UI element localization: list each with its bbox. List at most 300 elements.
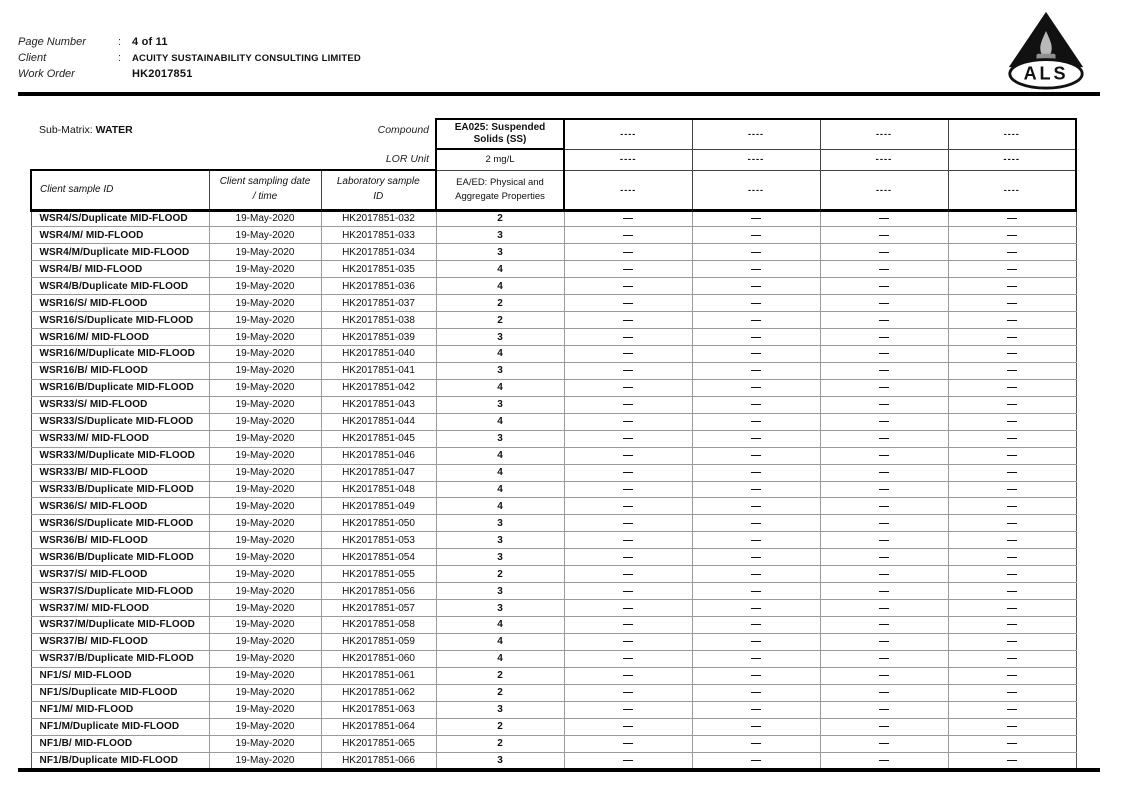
lab-sample-id-cell: HK2017851-056: [321, 583, 436, 600]
table-row: [31, 227, 1076, 244]
table-row: [31, 430, 1076, 447]
ss-value-cell: 2: [436, 684, 564, 701]
ss-value-cell: 3: [436, 362, 564, 379]
empty-result-cell: —: [948, 617, 1076, 634]
empty-result-cell: —: [564, 210, 692, 227]
lab-sample-id-cell: HK2017851-064: [321, 718, 436, 735]
sampling-date-cell: 19-May-2020: [209, 532, 321, 549]
sampling-date-cell: 19-May-2020: [209, 278, 321, 295]
empty-result-cell: —: [948, 346, 1076, 363]
empty-result-cell: —: [820, 515, 948, 532]
table-row: [31, 261, 1076, 278]
empty-result-cell: —: [564, 227, 692, 244]
lab-sample-header-line2: ID: [373, 190, 384, 202]
empty-result-cell: —: [948, 413, 1076, 430]
empty-result-cell: —: [820, 684, 948, 701]
empty-result-cell: —: [692, 261, 820, 278]
empty-result-cell: —: [820, 650, 948, 667]
table-row: [31, 362, 1076, 379]
table-row: [31, 566, 1076, 583]
sampling-date-cell: 19-May-2020: [209, 735, 321, 752]
empty-result-cell: —: [820, 701, 948, 718]
client-label: Client: [18, 52, 47, 64]
ss-value-cell: 3: [436, 532, 564, 549]
ss-value-cell: 4: [436, 447, 564, 464]
client-sample-id-cell: WSR37/S/ MID-FLOOD: [31, 566, 209, 583]
compound-title-cell: [436, 119, 564, 149]
work-order-label: Work Order: [18, 68, 75, 80]
compound-method-cell: [436, 170, 564, 210]
table-row: [31, 447, 1076, 464]
client-sample-id-cell: NF1/B/ MID-FLOOD: [31, 735, 209, 752]
sub-matrix-value: WATER: [95, 124, 133, 136]
empty-result-cell: —: [564, 600, 692, 617]
sampling-date-cell: 19-May-2020: [209, 617, 321, 634]
empty-result-cell: —: [564, 362, 692, 379]
empty-result-cell: —: [692, 227, 820, 244]
empty-result-cell: —: [820, 312, 948, 329]
empty-result-cell: —: [692, 379, 820, 396]
empty-result-cell: —: [564, 329, 692, 346]
table-row: [31, 583, 1076, 600]
header-dash-cell: ----: [948, 119, 1076, 149]
client-sample-id-cell: WSR4/S/Duplicate MID-FLOOD: [31, 210, 209, 227]
empty-result-cell: —: [820, 329, 948, 346]
table-row: [31, 684, 1076, 701]
empty-result-cell: —: [564, 633, 692, 650]
ss-value-cell: 2: [436, 667, 564, 684]
sub-matrix-label: Sub-Matrix:: [39, 124, 93, 136]
ss-value-cell: 4: [436, 617, 564, 634]
ss-value-cell: 2: [436, 718, 564, 735]
table-row: [31, 329, 1076, 346]
lab-sample-id-cell: HK2017851-032: [321, 210, 436, 227]
empty-result-cell: —: [692, 684, 820, 701]
empty-result-cell: —: [948, 735, 1076, 752]
empty-result-cell: —: [820, 278, 948, 295]
empty-result-cell: —: [948, 227, 1076, 244]
empty-result-cell: —: [820, 532, 948, 549]
sampling-date-header-line1: Client sampling date: [219, 176, 311, 188]
empty-result-cell: —: [820, 244, 948, 261]
empty-result-cell: —: [820, 447, 948, 464]
empty-result-cell: —: [948, 447, 1076, 464]
compound-title-line2: Solids (SS): [473, 134, 527, 145]
table-row: [31, 396, 1076, 413]
sampling-date-cell: 19-May-2020: [209, 430, 321, 447]
empty-result-cell: —: [820, 464, 948, 481]
empty-result-cell: —: [692, 244, 820, 261]
lab-sample-header-line1: Laboratory sample: [336, 176, 420, 188]
lab-sample-id-cell: HK2017851-034: [321, 244, 436, 261]
compound-title-line1: EA025: Suspended: [454, 121, 546, 133]
client-sample-id-cell: WSR36/B/ MID-FLOOD: [31, 532, 209, 549]
ss-value-cell: 4: [436, 481, 564, 498]
empty-result-cell: —: [692, 396, 820, 413]
empty-result-cell: —: [820, 549, 948, 566]
empty-result-cell: —: [564, 464, 692, 481]
lab-sample-id-cell: HK2017851-062: [321, 684, 436, 701]
lab-sample-id-cell: HK2017851-037: [321, 295, 436, 312]
results-table: [30, 118, 1077, 769]
empty-result-cell: —: [692, 295, 820, 312]
empty-result-cell: —: [692, 532, 820, 549]
sampling-date-cell: 19-May-2020: [209, 447, 321, 464]
empty-result-cell: —: [820, 633, 948, 650]
client-sample-id-cell: WSR16/B/ MID-FLOOD: [31, 362, 209, 379]
table-row: [31, 515, 1076, 532]
sampling-date-cell: 19-May-2020: [209, 752, 321, 769]
lab-sample-id-cell: HK2017851-054: [321, 549, 436, 566]
lab-sample-id-cell: HK2017851-044: [321, 413, 436, 430]
lab-sample-id-cell: HK2017851-059: [321, 633, 436, 650]
empty-result-cell: —: [820, 362, 948, 379]
compound-method-line1: EA/ED: Physical and: [456, 176, 544, 188]
empty-result-cell: —: [948, 498, 1076, 515]
empty-result-cell: —: [820, 210, 948, 227]
sampling-date-cell: 19-May-2020: [209, 329, 321, 346]
empty-result-cell: —: [820, 295, 948, 312]
empty-result-cell: —: [564, 667, 692, 684]
table-row: [31, 549, 1076, 566]
empty-result-cell: —: [948, 362, 1076, 379]
client-sample-id-cell: WSR33/M/ MID-FLOOD: [31, 430, 209, 447]
empty-result-cell: —: [948, 532, 1076, 549]
empty-result-cell: —: [948, 600, 1076, 617]
lab-sample-id-cell: HK2017851-043: [321, 396, 436, 413]
ss-value-cell: 4: [436, 379, 564, 396]
compound-label: Compound: [377, 124, 429, 136]
sampling-date-cell: 19-May-2020: [209, 210, 321, 227]
ss-value-cell: 3: [436, 583, 564, 600]
empty-result-cell: —: [948, 329, 1076, 346]
empty-result-cell: —: [820, 498, 948, 515]
table-row: [31, 346, 1076, 363]
ss-value-cell: 4: [436, 413, 564, 430]
ss-value-cell: 2: [436, 295, 564, 312]
empty-result-cell: —: [692, 650, 820, 667]
ss-value-cell: 2: [436, 210, 564, 227]
empty-result-cell: —: [564, 515, 692, 532]
empty-result-cell: —: [948, 379, 1076, 396]
column-header-lab-sample-id: [321, 170, 436, 210]
table-row: [31, 498, 1076, 515]
sampling-date-cell: 19-May-2020: [209, 583, 321, 600]
ss-value-cell: 2: [436, 735, 564, 752]
lab-sample-id-cell: HK2017851-061: [321, 667, 436, 684]
ss-value-cell: 3: [436, 752, 564, 769]
lab-sample-id-cell: HK2017851-058: [321, 617, 436, 634]
client-sample-id-cell: WSR36/B/Duplicate MID-FLOOD: [31, 549, 209, 566]
lab-sample-id-cell: HK2017851-057: [321, 600, 436, 617]
empty-result-cell: —: [948, 549, 1076, 566]
empty-result-cell: —: [820, 430, 948, 447]
client-sample-id-cell: WSR33/M/Duplicate MID-FLOOD: [31, 447, 209, 464]
client-sample-id-cell: WSR33/B/Duplicate MID-FLOOD: [31, 481, 209, 498]
table-row: [31, 413, 1076, 430]
ss-value-cell: 3: [436, 549, 564, 566]
empty-result-cell: —: [692, 735, 820, 752]
empty-result-cell: —: [948, 583, 1076, 600]
table-row: [31, 633, 1076, 650]
empty-result-cell: —: [692, 701, 820, 718]
client-sample-id-cell: WSR16/S/ MID-FLOOD: [31, 295, 209, 312]
ss-value-cell: 2: [436, 312, 564, 329]
lab-sample-id-cell: HK2017851-048: [321, 481, 436, 498]
empty-result-cell: —: [692, 329, 820, 346]
header-dash-cell: ----: [820, 119, 948, 149]
empty-result-cell: —: [948, 701, 1076, 718]
table-row: [31, 735, 1076, 752]
client-sample-id-cell: WSR33/S/ MID-FLOOD: [31, 396, 209, 413]
empty-result-cell: —: [820, 600, 948, 617]
ss-value-cell: 4: [436, 633, 564, 650]
table-row: [31, 617, 1076, 634]
header-dash-cell: ----: [564, 149, 692, 170]
empty-result-cell: —: [692, 464, 820, 481]
empty-result-cell: —: [564, 379, 692, 396]
empty-result-cell: —: [564, 244, 692, 261]
empty-result-cell: —: [564, 718, 692, 735]
empty-result-cell: —: [564, 261, 692, 278]
ss-value-cell: 4: [436, 498, 564, 515]
client-sample-id-cell: WSR37/M/Duplicate MID-FLOOD: [31, 617, 209, 634]
sampling-date-cell: 19-May-2020: [209, 346, 321, 363]
empty-result-cell: —: [948, 312, 1076, 329]
empty-result-cell: —: [692, 515, 820, 532]
sampling-date-cell: 19-May-2020: [209, 515, 321, 532]
ss-value-cell: 4: [436, 464, 564, 481]
lab-sample-id-cell: HK2017851-063: [321, 701, 436, 718]
empty-result-cell: —: [692, 549, 820, 566]
empty-result-cell: —: [820, 481, 948, 498]
empty-result-cell: —: [948, 684, 1076, 701]
page-number-colon: :: [118, 36, 122, 48]
sampling-date-cell: 19-May-2020: [209, 566, 321, 583]
lab-sample-id-cell: HK2017851-042: [321, 379, 436, 396]
lab-sample-id-cell: HK2017851-046: [321, 447, 436, 464]
client-sample-id-cell: WSR37/B/Duplicate MID-FLOOD: [31, 650, 209, 667]
empty-result-cell: —: [564, 583, 692, 600]
sub-matrix: [39, 124, 133, 136]
empty-result-cell: —: [692, 667, 820, 684]
empty-result-cell: —: [692, 312, 820, 329]
empty-result-cell: —: [564, 735, 692, 752]
lor-unit-label: LOR Unit: [385, 153, 429, 165]
sampling-date-cell: 19-May-2020: [209, 362, 321, 379]
sampling-date-cell: 19-May-2020: [209, 650, 321, 667]
empty-result-cell: —: [692, 430, 820, 447]
header-rule: [18, 92, 1100, 96]
als-logo: [998, 10, 1094, 90]
table-row: [31, 312, 1076, 329]
sampling-date-cell: 19-May-2020: [209, 667, 321, 684]
sampling-date-cell: 19-May-2020: [209, 295, 321, 312]
sampling-date-cell: 19-May-2020: [209, 684, 321, 701]
sampling-date-cell: 19-May-2020: [209, 718, 321, 735]
empty-result-cell: —: [692, 362, 820, 379]
ss-value-cell: 4: [436, 346, 564, 363]
ss-value-cell: 3: [436, 329, 564, 346]
empty-result-cell: —: [948, 210, 1076, 227]
empty-result-cell: —: [692, 752, 820, 769]
client-sample-id-cell: WSR33/S/Duplicate MID-FLOOD: [31, 413, 209, 430]
client-sample-id-cell: NF1/S/Duplicate MID-FLOOD: [31, 684, 209, 701]
empty-result-cell: —: [820, 752, 948, 769]
empty-result-cell: —: [948, 633, 1076, 650]
table-row: [31, 464, 1076, 481]
table-row: [31, 532, 1076, 549]
header-dash-cell: ----: [692, 170, 820, 210]
sampling-date-cell: 19-May-2020: [209, 701, 321, 718]
sampling-date-cell: 19-May-2020: [209, 633, 321, 650]
client-sample-id-cell: WSR16/M/ MID-FLOOD: [31, 329, 209, 346]
empty-result-cell: —: [820, 261, 948, 278]
sampling-date-cell: 19-May-2020: [209, 261, 321, 278]
table-row: [31, 481, 1076, 498]
table-row: [31, 701, 1076, 718]
client-sample-id-cell: WSR37/B/ MID-FLOOD: [31, 633, 209, 650]
empty-result-cell: —: [820, 379, 948, 396]
header-dash-cell: ----: [948, 170, 1076, 210]
empty-result-cell: —: [820, 413, 948, 430]
sampling-date-cell: 19-May-2020: [209, 549, 321, 566]
table-row: [31, 718, 1076, 735]
sampling-date-cell: 19-May-2020: [209, 600, 321, 617]
empty-result-cell: —: [564, 617, 692, 634]
ss-value-cell: 3: [436, 244, 564, 261]
empty-result-cell: —: [820, 667, 948, 684]
header-dash-cell: ----: [820, 170, 948, 210]
empty-result-cell: —: [948, 566, 1076, 583]
empty-result-cell: —: [948, 515, 1076, 532]
ss-value-cell: 3: [436, 600, 564, 617]
ss-value-cell: 4: [436, 650, 564, 667]
client-sample-id-cell: WSR36/S/ MID-FLOOD: [31, 498, 209, 515]
sampling-date-cell: 19-May-2020: [209, 227, 321, 244]
table-row: [31, 295, 1076, 312]
client-sample-id-cell: NF1/B/Duplicate MID-FLOOD: [31, 752, 209, 769]
lab-sample-id-cell: HK2017851-053: [321, 532, 436, 549]
ss-value-cell: 4: [436, 278, 564, 295]
empty-result-cell: —: [948, 295, 1076, 312]
ss-value-cell: 3: [436, 227, 564, 244]
ss-value-cell: 3: [436, 396, 564, 413]
table-row: [31, 600, 1076, 617]
empty-result-cell: —: [692, 210, 820, 227]
sampling-date-header-line2: / time: [252, 190, 278, 202]
lab-sample-id-cell: HK2017851-039: [321, 329, 436, 346]
empty-result-cell: —: [564, 566, 692, 583]
sampling-date-cell: 19-May-2020: [209, 498, 321, 515]
sample-rows: [31, 210, 1076, 769]
empty-result-cell: —: [692, 566, 820, 583]
empty-result-cell: —: [564, 396, 692, 413]
sampling-date-cell: 19-May-2020: [209, 481, 321, 498]
sampling-date-cell: 19-May-2020: [209, 464, 321, 481]
lab-sample-id-cell: HK2017851-049: [321, 498, 436, 515]
column-header-client-sample-id: Client sample ID: [31, 170, 209, 210]
empty-result-cell: —: [820, 346, 948, 363]
table-row: [31, 210, 1076, 227]
header-dash-cell: ----: [692, 149, 820, 170]
empty-result-cell: —: [564, 701, 692, 718]
column-header-row: [31, 170, 1076, 210]
compound-header-row: [31, 119, 1076, 149]
ss-value-cell: 2: [436, 566, 564, 583]
empty-result-cell: —: [692, 633, 820, 650]
empty-result-cell: —: [948, 261, 1076, 278]
client-sample-id-cell: WSR36/S/Duplicate MID-FLOOD: [31, 515, 209, 532]
client-sample-id-cell: WSR16/S/Duplicate MID-FLOOD: [31, 312, 209, 329]
client-sample-id-cell: WSR16/B/Duplicate MID-FLOOD: [31, 379, 209, 396]
column-header-sampling-date: [209, 170, 321, 210]
ss-value-cell: 4: [436, 261, 564, 278]
empty-result-cell: —: [564, 312, 692, 329]
client-value: ACUITY SUSTAINABILITY CONSULTING LIMITED: [132, 53, 361, 64]
empty-result-cell: —: [820, 583, 948, 600]
empty-result-cell: —: [948, 481, 1076, 498]
ss-value-cell: 3: [436, 430, 564, 447]
empty-result-cell: —: [820, 227, 948, 244]
sampling-date-cell: 19-May-2020: [209, 413, 321, 430]
empty-result-cell: —: [564, 481, 692, 498]
lab-sample-id-cell: HK2017851-055: [321, 566, 436, 583]
client-sample-id-cell: NF1/M/Duplicate MID-FLOOD: [31, 718, 209, 735]
sampling-date-cell: 19-May-2020: [209, 379, 321, 396]
lor-unit-row: [31, 149, 1076, 170]
client-sample-id-cell: WSR4/B/ MID-FLOOD: [31, 261, 209, 278]
header-dash-cell: ----: [820, 149, 948, 170]
table-row: [31, 752, 1076, 769]
empty-result-cell: —: [564, 498, 692, 515]
empty-result-cell: —: [564, 549, 692, 566]
empty-result-cell: —: [564, 684, 692, 701]
empty-result-cell: —: [948, 464, 1076, 481]
lab-sample-id-cell: HK2017851-065: [321, 735, 436, 752]
lab-sample-id-cell: HK2017851-041: [321, 362, 436, 379]
empty-result-cell: —: [564, 278, 692, 295]
empty-result-cell: —: [948, 650, 1076, 667]
client-sample-id-cell: WSR4/B/Duplicate MID-FLOOD: [31, 278, 209, 295]
lab-sample-id-cell: HK2017851-050: [321, 515, 436, 532]
lab-sample-id-cell: HK2017851-066: [321, 752, 436, 769]
logo-text: ALS: [1023, 63, 1069, 84]
lab-sample-id-cell: HK2017851-047: [321, 464, 436, 481]
empty-result-cell: —: [564, 752, 692, 769]
empty-result-cell: —: [564, 295, 692, 312]
empty-result-cell: —: [820, 718, 948, 735]
empty-result-cell: —: [692, 718, 820, 735]
lab-sample-id-cell: HK2017851-060: [321, 650, 436, 667]
lab-sample-id-cell: HK2017851-045: [321, 430, 436, 447]
client-sample-id-cell: WSR33/B/ MID-FLOOD: [31, 464, 209, 481]
client-sample-id-cell: WSR16/M/Duplicate MID-FLOOD: [31, 346, 209, 363]
empty-result-cell: —: [692, 600, 820, 617]
client-sample-id-cell: NF1/S/ MID-FLOOD: [31, 667, 209, 684]
client-sample-id-cell: WSR37/S/Duplicate MID-FLOOD: [31, 583, 209, 600]
compound-method-line2: Aggregate Properties: [455, 190, 545, 202]
page-number-value: 4 of 11: [132, 36, 168, 48]
table-row: [31, 667, 1076, 684]
table-row: [31, 278, 1076, 295]
header-dash-cell: ----: [564, 170, 692, 210]
empty-result-cell: —: [948, 396, 1076, 413]
lab-sample-id-cell: HK2017851-036: [321, 278, 436, 295]
empty-result-cell: —: [948, 718, 1076, 735]
compound-lor-cell: 2 mg/L: [436, 149, 564, 170]
empty-result-cell: —: [820, 566, 948, 583]
